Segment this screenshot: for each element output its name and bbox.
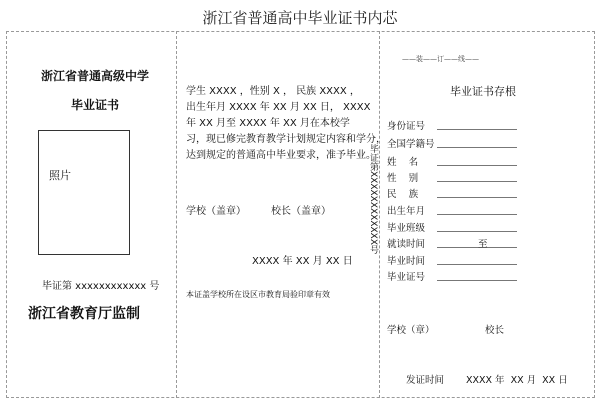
period-to-label: 至 bbox=[478, 239, 488, 250]
vertical-cert-number: 毕证第XXXXXXXXXXXX号 bbox=[368, 144, 378, 254]
photo-label: 照片 bbox=[49, 169, 71, 182]
body-line-5: 达到规定的普通高中毕业要求，准予毕业。 bbox=[186, 150, 376, 161]
field-study-period: 就读时间 bbox=[387, 239, 426, 250]
body-line-1: 学生 XXXX ，性别 X ， 民族 XXXX ， bbox=[186, 86, 360, 97]
certificate-number: 毕证第 xxxxxxxxxxxx 号 bbox=[42, 281, 160, 292]
principal-seal-label: 校长（盖章） bbox=[271, 206, 331, 217]
field-id-number-line bbox=[437, 129, 517, 130]
field-birth-date-line bbox=[437, 214, 517, 215]
field-study-period-line bbox=[437, 247, 517, 248]
field-graduation-date: 毕业时间 bbox=[387, 256, 426, 267]
field-graduation-date-line bbox=[437, 264, 517, 265]
certificate-date: XXXX 年 XX 月 XX 日 bbox=[252, 256, 353, 267]
field-gender: 性 别 bbox=[387, 173, 419, 184]
body-line-2: 出生年月 XXXX 年 XX 月 XX 日， XXXX bbox=[186, 102, 371, 113]
stub-school-seal: 学校（章） bbox=[387, 325, 435, 336]
field-student-id-line bbox=[437, 147, 517, 148]
school-line: 浙江省普通高级中学 bbox=[40, 69, 149, 83]
issue-date: XXXX 年 XX 月 XX 日 bbox=[466, 375, 568, 386]
field-class: 毕业班级 bbox=[387, 223, 426, 234]
field-name: 姓 名 bbox=[387, 157, 419, 168]
field-ethnicity: 民 族 bbox=[387, 189, 419, 200]
body-line-3: 年 XX 月至 XXXX 年 XX 月在本校学 bbox=[186, 118, 350, 129]
issue-date-label: 发证时间 bbox=[406, 375, 445, 386]
field-gender-line bbox=[437, 181, 517, 182]
body-line-4: 习，现已修完教育教学计划规定内容和学分， bbox=[186, 134, 386, 145]
field-birth-date: 出生年月 bbox=[387, 206, 426, 217]
school-seal-label: 学校（盖章） bbox=[186, 206, 246, 217]
field-cert-number: 毕业证号 bbox=[387, 272, 426, 283]
fold-line-left bbox=[176, 31, 177, 398]
field-id-number: 身份证号 bbox=[387, 121, 426, 132]
stub-principal: 校长 bbox=[485, 325, 505, 336]
stub-title: 毕业证书存根 bbox=[450, 85, 516, 98]
validity-note: 本证盖学校所在设区市教育局验印章有效 bbox=[186, 290, 330, 299]
certificate-name: 毕业证书 bbox=[70, 98, 119, 112]
field-ethnicity-line bbox=[437, 197, 517, 198]
field-name-line bbox=[437, 165, 517, 166]
field-student-id: 全国学籍号 bbox=[387, 139, 435, 150]
binding-line-label: ——装——订——线—— bbox=[402, 55, 479, 63]
supervisor-text: 浙江省教育厅监制 bbox=[28, 306, 140, 322]
page-title: 浙江省普通高中毕业证书内芯 bbox=[202, 9, 398, 27]
photo-box bbox=[38, 130, 130, 255]
field-cert-number-line bbox=[437, 280, 517, 281]
field-class-line bbox=[437, 231, 517, 232]
